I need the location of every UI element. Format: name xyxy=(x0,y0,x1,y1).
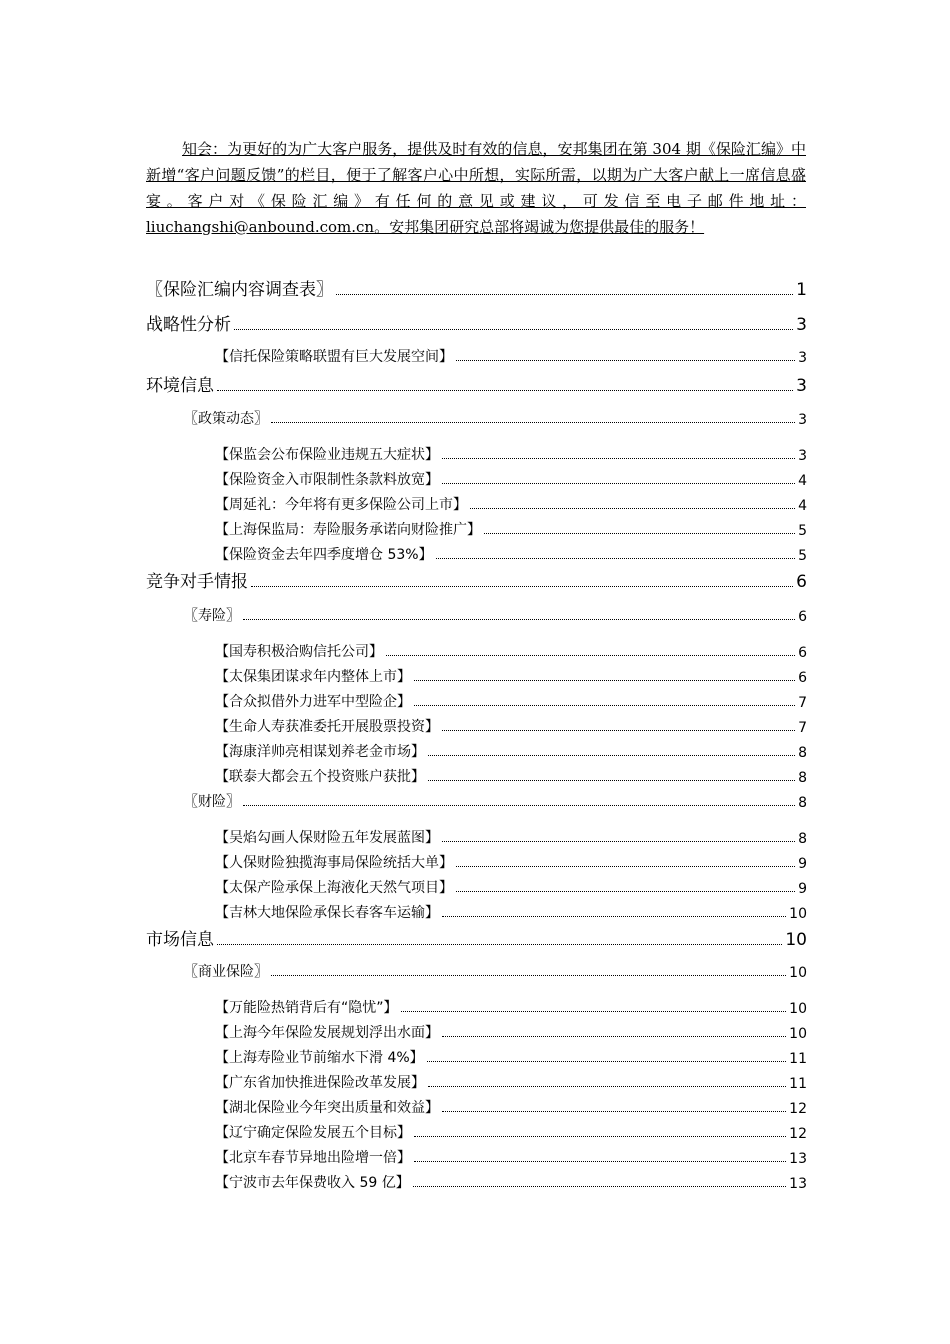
toc-page-number: 6 xyxy=(798,645,807,661)
toc-entry-title: 竞争对手情报 xyxy=(146,572,248,592)
toc-page-number: 5 xyxy=(798,548,807,564)
toc-entry-title: 【吴焰勾画人保财险五年发展蓝图】 xyxy=(215,830,439,846)
toc-entry-title: 〖商业保险〗 xyxy=(184,964,268,980)
toc-entry-title: 【周延礼：今年将有更多保险公司上市】 xyxy=(215,497,467,513)
toc-dot-leader xyxy=(470,507,795,509)
toc-entry[interactable] xyxy=(215,1147,807,1167)
toc-entry[interactable] xyxy=(215,997,807,1017)
toc-entry[interactable] xyxy=(215,666,807,686)
toc-entry-title: 【上海寿险业节前缩水下滑 4%】 xyxy=(215,1050,424,1066)
toc-entry[interactable] xyxy=(215,1122,807,1142)
toc-entry[interactable] xyxy=(146,568,807,592)
toc-dot-leader xyxy=(442,729,795,731)
toc-dot-leader xyxy=(243,804,795,806)
toc-entry-title: 【辽宁确定保险发展五个目标】 xyxy=(215,1125,411,1141)
toc-entry-title: 【太保产险承保上海液化天然气项目】 xyxy=(215,880,453,896)
toc-page-number: 5 xyxy=(798,523,807,539)
toc-entry-title: 【广东省加快推进保险改革发展】 xyxy=(215,1075,425,1091)
toc-entry-title: 〖寿险〗 xyxy=(184,608,240,624)
toc-entry-title: 【万能险热销背后有“隐忧”】 xyxy=(215,1000,398,1016)
toc-dot-leader xyxy=(414,1160,786,1162)
toc-entry-title: 【合众拟借外力进军中型险企】 xyxy=(215,694,411,710)
toc-dot-leader xyxy=(414,1135,786,1137)
toc-entry-title: 【国寿积极洽购信托公司】 xyxy=(215,644,383,660)
toc-entry-title: 〖财险〗 xyxy=(184,794,240,810)
toc-entry[interactable] xyxy=(215,444,807,464)
toc-dot-leader xyxy=(271,421,795,423)
notice-paragraph: 知会：为更好的为广大客户服务，提供及时有效的信息，安邦集团在第 304 期《保险汇编》中新增“客户问题反馈”的栏目，便于了解客户心中所想，实际所需，以期为广大客户献上一席信息盛宴。客户对《保险汇编》有任何的意见或建议，可发信至电子邮件地址：liuchangshi@anbound.com.cn。安邦集团研究总部将竭诚为您提供最佳的服务！ xyxy=(146,140,806,236)
toc-entry-title: 【宁波市去年保费收入 59 亿】 xyxy=(215,1175,410,1191)
toc-entry[interactable] xyxy=(215,469,807,489)
toc-entry-title: 【信托保险策略联盟有巨大发展空间】 xyxy=(215,349,453,365)
toc-page-number: 8 xyxy=(798,795,807,811)
toc-entry[interactable] xyxy=(184,961,807,981)
toc-entry-title: 【保险资金入市限制性条款料放宽】 xyxy=(215,472,439,488)
toc-entry-title: 市场信息 xyxy=(146,930,214,950)
toc-page-number: 9 xyxy=(798,881,807,897)
toc-entry-title: 战略性分析 xyxy=(146,315,231,335)
toc-page-number: 11 xyxy=(789,1051,807,1067)
toc-page-number: 3 xyxy=(798,448,807,464)
toc-entry-title: 环境信息 xyxy=(146,376,214,396)
toc-entry[interactable] xyxy=(215,691,807,711)
toc-entry[interactable] xyxy=(146,372,807,396)
toc-entry[interactable] xyxy=(215,716,807,736)
toc-page-number: 3 xyxy=(798,350,807,366)
toc-dot-leader xyxy=(442,915,786,917)
toc-dot-leader xyxy=(414,679,795,681)
toc-entry[interactable] xyxy=(215,902,807,922)
toc-page-number: 9 xyxy=(798,856,807,872)
toc-entry-title: 〖保险汇编内容调查表〗 xyxy=(146,280,333,300)
toc-page-number: 8 xyxy=(798,745,807,761)
toc-dot-leader xyxy=(442,457,795,459)
toc-page-number: 7 xyxy=(798,720,807,736)
toc-dot-leader xyxy=(217,943,782,945)
toc-dot-leader xyxy=(442,482,795,484)
toc-dot-leader xyxy=(243,618,795,620)
toc-dot-leader xyxy=(442,1035,786,1037)
toc-dot-leader xyxy=(456,359,795,361)
toc-entry[interactable] xyxy=(215,519,807,539)
toc-dot-leader xyxy=(401,1010,787,1012)
toc-dot-leader xyxy=(271,974,786,976)
toc-page-number: 8 xyxy=(798,770,807,786)
toc-dot-leader xyxy=(336,293,793,295)
toc-entry[interactable] xyxy=(215,877,807,897)
toc-dot-leader xyxy=(217,389,793,391)
toc-dot-leader xyxy=(442,1110,786,1112)
toc-entry[interactable] xyxy=(215,852,807,872)
toc-entry[interactable] xyxy=(215,1022,807,1042)
toc-page-number: 13 xyxy=(789,1151,807,1167)
toc-entry[interactable] xyxy=(215,827,807,847)
toc-entry[interactable] xyxy=(215,1072,807,1092)
toc-page-number: 1 xyxy=(796,280,807,300)
toc-entry[interactable] xyxy=(215,346,807,366)
toc-entry-title: 【吉林大地保险承保长春客车运输】 xyxy=(215,905,439,921)
toc-page-number: 11 xyxy=(789,1076,807,1092)
toc-dot-leader xyxy=(234,328,793,330)
toc-entry[interactable] xyxy=(215,494,807,514)
toc-dot-leader xyxy=(484,532,795,534)
toc-page-number: 10 xyxy=(789,1026,807,1042)
toc-entry-title: 【保监会公布保险业违规五大症状】 xyxy=(215,447,439,463)
toc-entry-title: 【联泰大都会五个投资账户获批】 xyxy=(215,769,425,785)
toc-page-number: 4 xyxy=(798,473,807,489)
toc-page-number: 3 xyxy=(796,315,807,335)
toc-entry[interactable] xyxy=(146,311,807,335)
toc-entry-title: 【人保财险独揽海事局保险统括大单】 xyxy=(215,855,453,871)
toc-page-number: 8 xyxy=(798,831,807,847)
toc-entry[interactable] xyxy=(215,1097,807,1117)
toc-entry[interactable] xyxy=(184,408,807,428)
toc-entry-title: 【上海今年保险发展规划浮出水面】 xyxy=(215,1025,439,1041)
toc-dot-leader xyxy=(456,890,795,892)
toc-entry[interactable] xyxy=(215,544,807,564)
toc-page-number: 12 xyxy=(789,1101,807,1117)
toc-dot-leader xyxy=(386,654,795,656)
toc-page-number: 4 xyxy=(798,498,807,514)
toc-entry[interactable] xyxy=(184,791,807,811)
toc-dot-leader xyxy=(436,557,796,559)
toc-entry[interactable] xyxy=(215,741,807,761)
toc-dot-leader xyxy=(427,1060,787,1062)
toc-page-number: 10 xyxy=(789,1001,807,1017)
toc-dot-leader xyxy=(413,1185,786,1187)
toc-entry-title: 【湖北保险业今年突出质量和效益】 xyxy=(215,1100,439,1116)
toc-page-number: 10 xyxy=(789,965,807,981)
toc-entry[interactable] xyxy=(146,276,807,300)
toc-entry-title: 〖政策动态〗 xyxy=(184,411,268,427)
toc-page-number: 10 xyxy=(789,906,807,922)
toc-entry-title: 【海康洋帅亮相谋划养老金市场】 xyxy=(215,744,425,760)
toc-page-number: 6 xyxy=(796,572,807,592)
toc-page-number: 13 xyxy=(789,1176,807,1192)
toc-dot-leader xyxy=(428,1085,786,1087)
toc-entry-title: 【上海保监局：寿险服务承诺向财险推广】 xyxy=(215,522,481,538)
toc-page-number: 6 xyxy=(798,609,807,625)
toc-dot-leader xyxy=(428,779,795,781)
toc-entry[interactable] xyxy=(184,605,807,625)
toc-entry[interactable] xyxy=(215,1047,807,1067)
toc-entry-title: 【保险资金去年四季度增仓 53%】 xyxy=(215,547,433,563)
toc-entry[interactable] xyxy=(215,766,807,786)
toc-page-number: 7 xyxy=(798,695,807,711)
toc-dot-leader xyxy=(442,840,795,842)
toc-entry[interactable] xyxy=(146,926,807,950)
toc-entry-title: 【生命人寿获准委托开展股票投资】 xyxy=(215,719,439,735)
toc-entry-title: 【太保集团谋求年内整体上市】 xyxy=(215,669,411,685)
toc-page-number: 12 xyxy=(789,1126,807,1142)
toc-dot-leader xyxy=(414,704,795,706)
toc-page-number: 6 xyxy=(798,670,807,686)
toc-dot-leader xyxy=(251,585,793,587)
toc-page-number: 3 xyxy=(796,376,807,396)
toc-entry[interactable] xyxy=(215,641,807,661)
toc-dot-leader xyxy=(456,865,795,867)
toc-page-number: 3 xyxy=(798,412,807,428)
toc-entry[interactable] xyxy=(215,1172,807,1192)
toc-dot-leader xyxy=(428,754,795,756)
toc-page-number: 10 xyxy=(785,930,807,950)
toc-entry-title: 【北京车春节异地出险增一倍】 xyxy=(215,1150,411,1166)
